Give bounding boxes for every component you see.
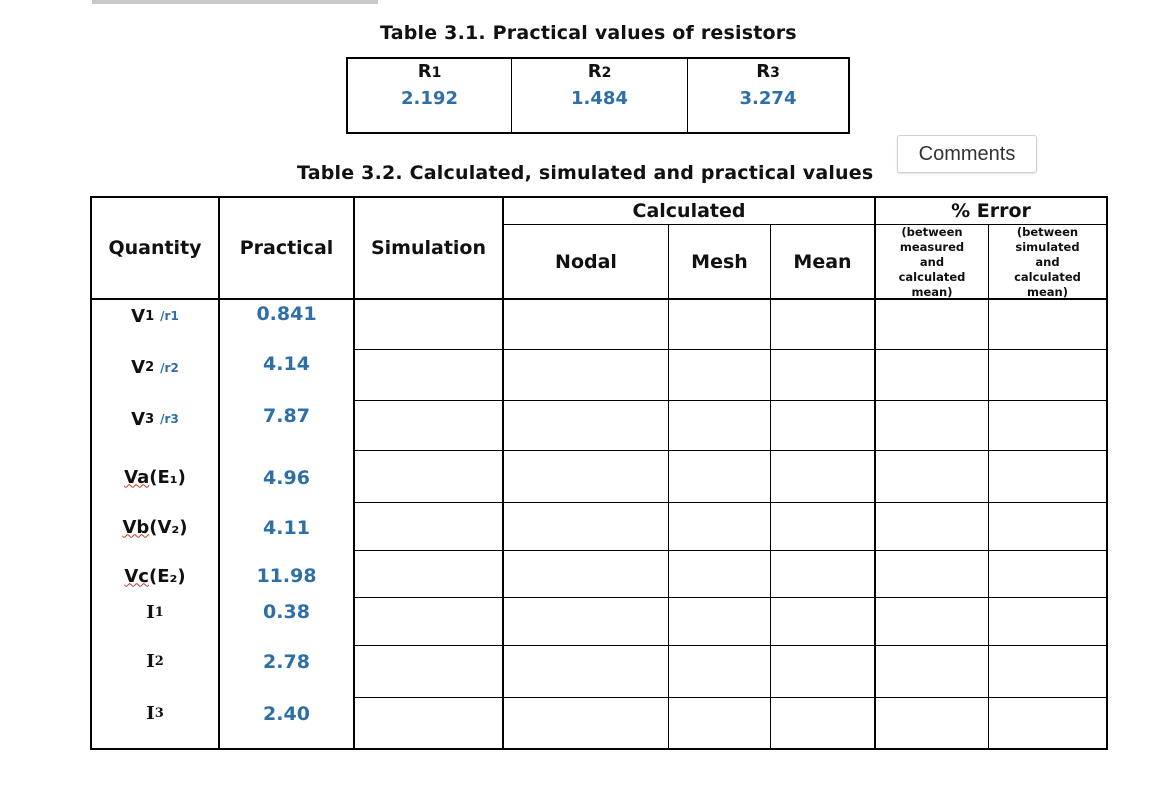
r2-header: R2 (587, 61, 612, 82)
header-text: mean) (911, 284, 953, 299)
row-divider (354, 697, 1107, 698)
border (1106, 196, 1108, 750)
row-divider (354, 400, 1107, 401)
table1-title: Table 3.1. Practical values of resistors (380, 22, 797, 44)
practical-i2: 2.78 (263, 651, 310, 673)
r1-header: R1 (417, 61, 442, 82)
row-label-v3: V 3 /r3 (131, 408, 179, 430)
header-error: % Error (951, 200, 1031, 222)
comments-button[interactable]: Comments (897, 135, 1037, 173)
header-text: calculated (1014, 269, 1081, 284)
header-text: calculated (898, 269, 966, 284)
row-divider (354, 645, 1107, 646)
header-nodal: Nodal (555, 251, 617, 273)
r1-value: 2.192 (401, 88, 458, 109)
header-text: simulated (1015, 239, 1080, 254)
r3-value: 3.274 (739, 88, 797, 109)
header-simulation: Simulation (370, 237, 487, 259)
header-error-simulated (989, 226, 1106, 298)
practical-vc: 11.98 (256, 565, 317, 587)
header-error-measured (876, 226, 988, 298)
row-divider (354, 349, 1107, 350)
row-divider (354, 502, 1107, 503)
row-label-vc: Vc (E₂) (124, 565, 186, 587)
header-text: mean) (1027, 284, 1068, 299)
header-text: and (919, 254, 945, 269)
practical-v2: 4.14 (263, 353, 310, 375)
row-label-i3: I 3 (146, 702, 164, 724)
row-label-v1: V 1 /r1 (131, 305, 179, 327)
row-label-va: Va (E₁) (124, 466, 186, 488)
header-text: and (1035, 254, 1060, 269)
column-divider (988, 225, 989, 750)
header-mean: Mean (793, 251, 852, 273)
header-calculated: Calculated (632, 200, 746, 222)
row-label-i1: I 1 (146, 601, 164, 623)
column-divider (770, 225, 771, 750)
header-mesh: Mesh (691, 251, 748, 273)
row-label-i2: I 2 (146, 650, 164, 672)
row-label-vb: Vb (V₂) (122, 516, 188, 538)
practical-vb: 4.11 (263, 517, 310, 539)
practical-i3: 2.40 (263, 703, 310, 725)
r3-header: R3 (756, 61, 780, 82)
column-divider (668, 225, 669, 750)
practical-va: 4.96 (263, 467, 310, 489)
header-text: (between (901, 224, 963, 239)
table2-title: Table 3.2. Calculated, simulated and practical values (297, 162, 874, 184)
practical-i1: 0.38 (263, 601, 310, 623)
row-divider (354, 550, 1107, 551)
row-divider (354, 450, 1107, 451)
practical-v3: 7.87 (263, 405, 310, 427)
header-quantity: Quantity (108, 237, 202, 259)
border (90, 748, 1108, 750)
r2-value: 1.484 (571, 88, 628, 109)
practical-v1: 0.841 (256, 303, 317, 325)
header-practical: Practical (239, 237, 334, 259)
row-label-v2: V 2 /r2 (131, 357, 179, 378)
header-text: (between (1016, 224, 1079, 239)
header-text: measured (899, 239, 965, 254)
row-divider (354, 597, 1107, 598)
